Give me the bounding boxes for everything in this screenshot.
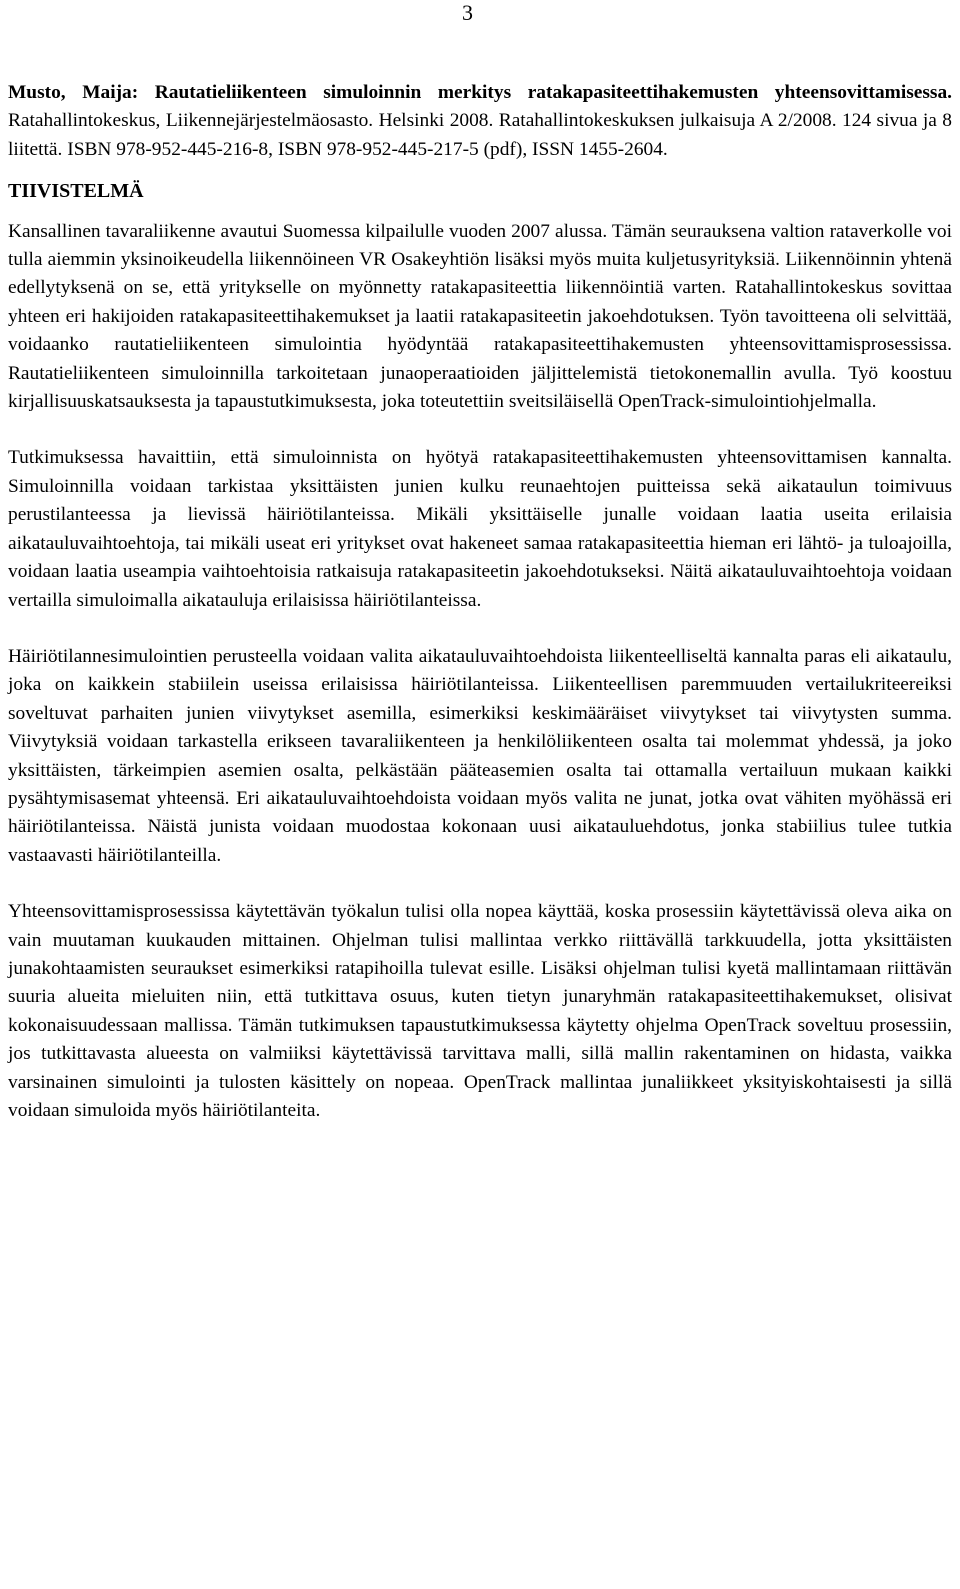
page-number: 3 (462, 0, 473, 25)
citation-author-title: Musto, Maija: Rautatieliikenteen simuloinnin merkitys ratakapasiteettihakemusten yhteensovittamisessa. (8, 82, 952, 103)
abstract-paragraph: Kansallinen tavaraliikenne avautui Suomessa kilpailulle vuoden 2007 alussa. Tämän seurauksena valtion rataverkolle voi tulla aiemmin yksinoikeudella liikennöineen VR Osakeyhtiön lisäksi myös muita kuljetusyrityksiä. Liikennöinnin yhtenä edellytyksenä on se, että yritykselle on myönnetty ratakapasiteettia liikennöintiä varten. Ratahallintokeskus sovittaa yhteen eri hakijoiden ratakapasiteettihakemukset ja laatii ratakapasiteetin jakoehdotuksen. Työn tavoitteena oli selvittää, voidaanko rautatieliikenteen simulointia hyödyntää ratakapasiteettihakemusten yhteensovittamisprosessissa. Rautatieliikenteen simuloinnilla tarkoitetaan junaoperaatioiden jäljittelemistä tietokonemallin avulla. Työ koostuu kirjallisuuskatsauksesta ja tapaustutkimuksesta, joka toteutettiin sveitsiläisellä OpenTrack-simulointiohjelmalla. (8, 220, 952, 413)
abstract-paragraph: Yhteensovittamisprosessissa käytettävän työkalun tulisi olla nopea käyttää, koska prosessiin käytettävissä oleva aika on vain muutaman kuukauden mittainen. Ohjelman tulisi mallintaa verkko riittävällä tarkkuudella, jotta yksittäisten junakohtaamisten seuraukset esimerkiksi ratapihoilla tulevat esille. Lisäksi ohjelman tulisi kyetä mallintamaan riittävän suuria alueita mieluiten niin, että tutkittava osuus, kuten tietyn junaryhmän ratakapasiteettihakemukset, olisivat kokonaisuudessaan mallissa. Tämän tutkimuksen tapaustutkimuksessa käytetty ohjelma OpenTrack soveltuu prosessiin, jos tutkittavasta alueesta on valmiiksi käytettävissä tarvittava malli, sillä mallin rakentaminen on hidasta, vaikka varsinainen simulointi ja tulosten käsittely on nopeaa. OpenTrack mallintaa junaliikkeet yksityiskohtaisesti ja sillä voidaan simuloida myös häiriötilanteita. (8, 901, 952, 1121)
abstract-paragraph: Häiriötilannesimulointien perusteella voidaan valita aikatauluvaihtoehdoista liikenteelliseltä kannalta paras eli aikataulu, joka on kaikkein stabiilein useissa erilaisissa häiriötilanteissa. Liikenteellisen paremmuuden vertailukriteereiksi soveltuvat parhaiten junien viivytykset asemilla, esimerkiksi keskimääräiset viivytykset tai viivytysten summa. Viivytyksiä voidaan tarkastella erikseen tavaraliikenteen ja henkilöliikenteen osalta tai molemmat yhdessä, ja joko yksittäisten, tärkeimpien asemien osalta, pelkästään pääteasemien osalta tai ottamalla vertailuun mukaan kaikki pysähtymisasemat yhteensä. Eri aikatauluvaihtoehdoista voidaan myös valita ne junat, jotka ovat vähiten myöhässä eri häiriötilanteissa. Näistä junista voidaan muodostaa kokonaan uusi aikatauluehdotus, jonka stabiilius tulee tutkia vastaavasti häiriötilanteilla. (8, 645, 952, 866)
abstract-paragraph: Tutkimuksessa havaittiin, että simuloinnista on hyötyä ratakapasiteettihakemusten yhteensovittamisen kannalta. Simuloinnilla voidaan tarkistaa yksittäisten junien kulku reunaehtojen puitteissa sekä aikataulun toimivuus perustilanteessa ja lievissä häiriötilanteissa. Mikäli yksittäiselle junalle voidaan laatia useita erilaisia aikatauluvaihtoehtoja, tai mikäli useat eri yritykset ovat hakeneet samaa ratakapasiteettia hieman eri lähtö- ja tuloajoilla, voidaan laatia useampia vaihtoehtoisia ratkaisuja ratakapasiteetin jakoehdotukseksi. Näitä aikatauluvaihtoehtoja voidaan vertailla simuloimalla aikatauluja erilaisissa häiriötilanteissa. (8, 447, 952, 611)
document-body (8, 79, 952, 1153)
bibliographic-citation (8, 79, 952, 164)
citation-publication-details: Ratahallintokeskus, Liikennejärjestelmäosasto. Helsinki 2008. Ratahallintokeskuksen julkaisuja A 2/2008. 124 sivua ja 8 liitettä. ISBN 978-952-445-216-8, ISBN 978-952-445-217-5 (pdf), ISSN 1455-2604. (8, 110, 952, 160)
abstract-heading: TIIVISTELMÄ (8, 180, 144, 203)
